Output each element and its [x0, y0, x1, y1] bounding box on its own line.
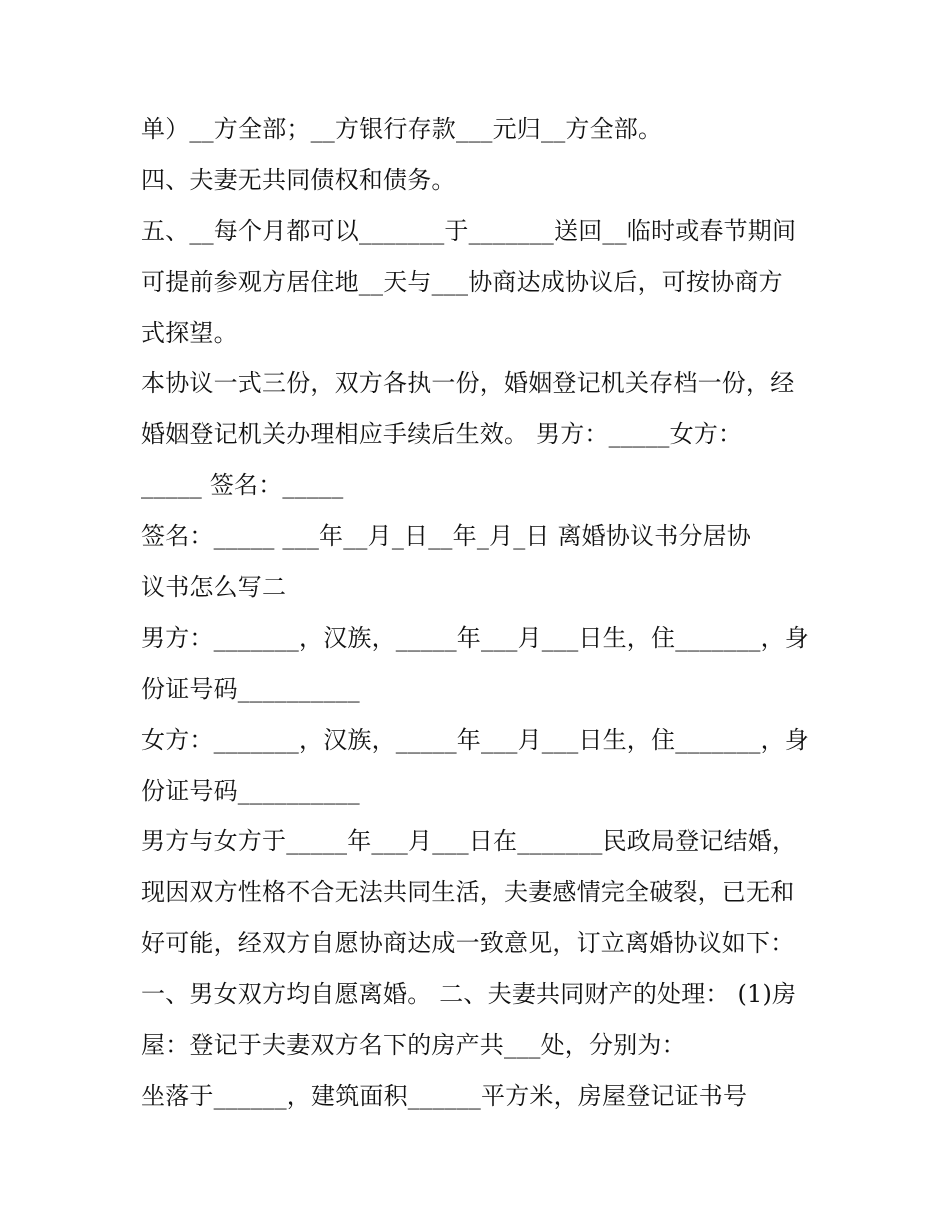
text-line: 好可能，经双方自愿协商达成一致意见，订立离婚协议如下： — [141, 929, 795, 958]
text-line: 份证号码__________ — [141, 674, 360, 703]
text-line: 婚姻登记机关办理相应手续后生效。 男方：_____女方： — [141, 420, 743, 449]
text-line: 签名：_____ ___年__月_日__年_月_日 离婚协议书分居协 — [141, 522, 752, 551]
text-line: 式探望。 — [141, 318, 238, 347]
text-line: 本协议一式三份，双方各执一份，婚姻登记机关存档一份，经 — [141, 369, 795, 398]
text-line: 单）__方全部；__方银行存款___元归__方全部。 — [141, 115, 663, 143]
text-line: 份证号码__________ — [141, 776, 360, 805]
text-line: 男方与女方于_____年___月___日在_______民政局登记结婚， — [141, 827, 797, 856]
text-line: 女方：_______，汉族，_____年___月___日生，住_______，身 — [141, 725, 809, 754]
text-line: 四、夫妻无共同债权和债务。 — [141, 165, 456, 194]
text-line: 一、男女双方均自愿离婚。 二、夫妻共同财产的处理： (1)房 — [141, 980, 797, 1009]
text-line: 现因双方性格不合无法共同生活，夫妻感情完全破裂，已无和 — [141, 878, 795, 907]
text-line: 男方：_______，汉族，_____年___月___日生，住_______，身 — [141, 623, 809, 652]
text-line: 屋：登记于夫妻双方名下的房产共___处，分别为： — [141, 1031, 686, 1060]
text-line: _____ 签名：_____ — [141, 471, 344, 500]
document-body — [141, 104, 821, 1122]
text-line: 五、__每个月都可以_______于_______送回__临时或春节期间 — [141, 216, 797, 245]
text-line: 坐落于______，建筑面积______平方米，房屋登记证书号 — [141, 1081, 748, 1110]
text-line: 可提前参观方居住地__天与___协商达成协议后，可按协商方 — [141, 267, 783, 296]
text-line: 议书怎么写二 — [141, 573, 287, 602]
